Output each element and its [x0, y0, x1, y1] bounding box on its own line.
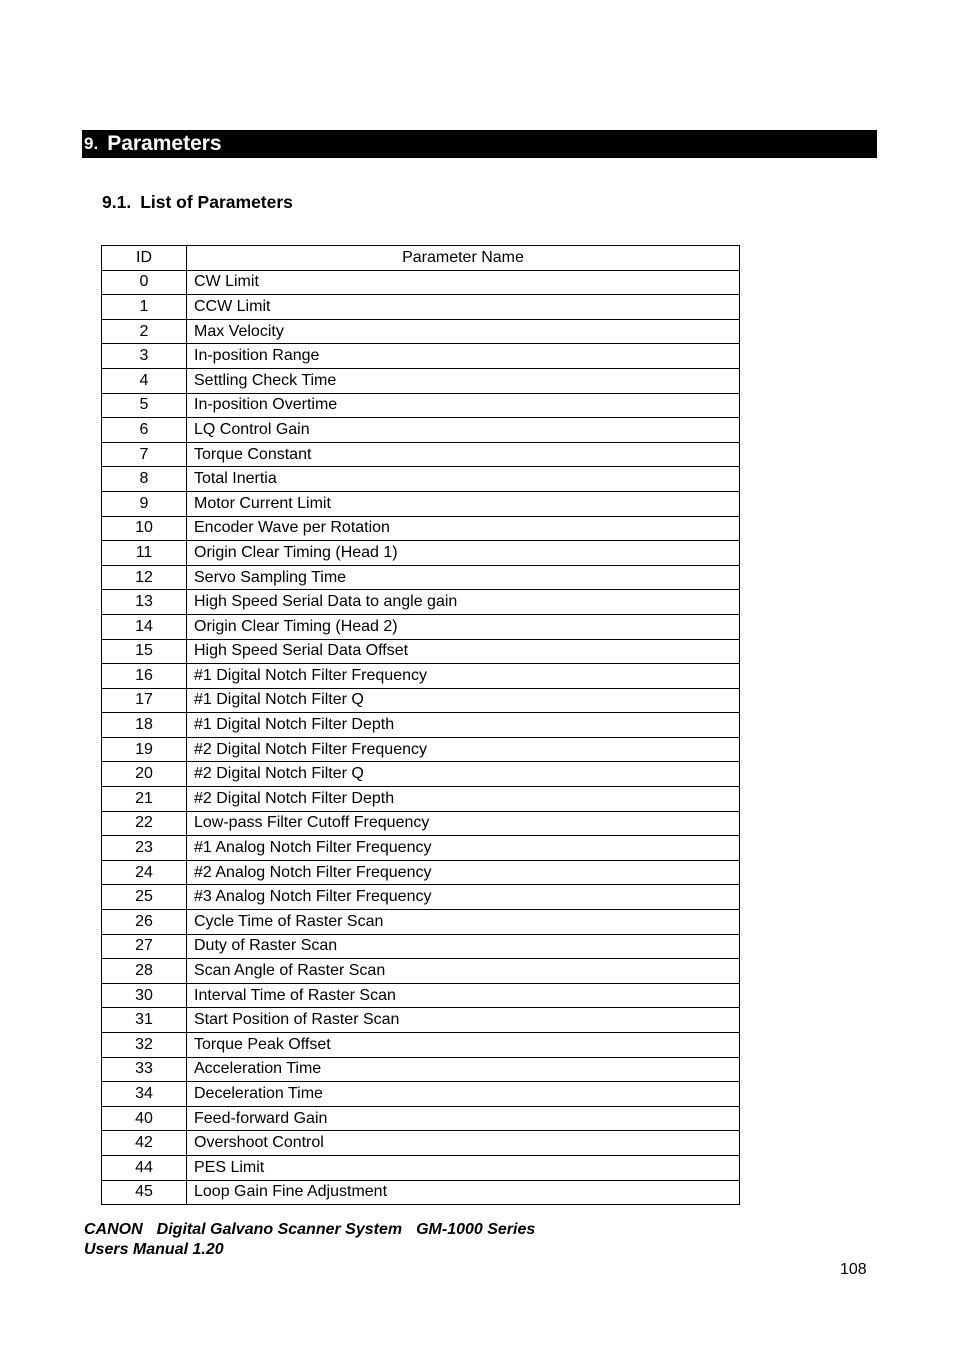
parameter-id: 14	[102, 614, 187, 639]
parameter-id: 5	[102, 393, 187, 418]
parameter-id: 12	[102, 565, 187, 590]
table-row	[102, 1155, 740, 1180]
section-heading	[82, 130, 877, 158]
table-row	[102, 491, 740, 516]
parameter-name: Torque Constant	[187, 442, 740, 467]
table-row	[102, 1082, 740, 1107]
parameter-id: 0	[102, 270, 187, 295]
parameter-id: 19	[102, 737, 187, 762]
table-row	[102, 860, 740, 885]
parameter-id: 34	[102, 1082, 187, 1107]
parameter-name: CW Limit	[187, 270, 740, 295]
parameter-name: Encoder Wave per Rotation	[187, 516, 740, 541]
parameter-name: Loop Gain Fine Adjustment	[187, 1180, 740, 1205]
table-row	[102, 516, 740, 541]
parameter-id: 28	[102, 959, 187, 984]
table-row	[102, 1033, 740, 1058]
table-header-row	[102, 246, 740, 271]
parameter-id: 9	[102, 491, 187, 516]
parameter-id: 32	[102, 1033, 187, 1058]
parameter-id: 18	[102, 713, 187, 738]
table-row	[102, 934, 740, 959]
parameter-name: Scan Angle of Raster Scan	[187, 959, 740, 984]
parameter-id: 20	[102, 762, 187, 787]
parameter-name: Total Inertia	[187, 467, 740, 492]
parameter-name: Servo Sampling Time	[187, 565, 740, 590]
section-title: Parameters	[107, 132, 222, 155]
parameter-id: 23	[102, 836, 187, 861]
parameter-id: 7	[102, 442, 187, 467]
parameter-name: CCW Limit	[187, 295, 740, 320]
parameter-id: 31	[102, 1008, 187, 1033]
parameter-name: Settling Check Time	[187, 368, 740, 393]
subsection-number: 9.1.	[102, 192, 132, 212]
table-row	[102, 1106, 740, 1131]
parameter-id: 13	[102, 590, 187, 615]
footer	[84, 1220, 535, 1260]
parameter-id: 25	[102, 885, 187, 910]
parameter-name: Origin Clear Timing (Head 2)	[187, 614, 740, 639]
parameter-name: Duty of Raster Scan	[187, 934, 740, 959]
parameter-name: LQ Control Gain	[187, 418, 740, 443]
parameter-name: Low-pass Filter Cutoff Frequency	[187, 811, 740, 836]
parameter-name: Acceleration Time	[187, 1057, 740, 1082]
parameter-id: 27	[102, 934, 187, 959]
parameter-id: 16	[102, 664, 187, 689]
table-row	[102, 983, 740, 1008]
table-row	[102, 885, 740, 910]
parameter-name: Interval Time of Raster Scan	[187, 983, 740, 1008]
parameter-name: Feed-forward Gain	[187, 1106, 740, 1131]
section-number: 9.	[84, 134, 99, 153]
parameter-id: 4	[102, 368, 187, 393]
table-row	[102, 762, 740, 787]
footer-manual: Users Manual 1.20	[84, 1241, 224, 1258]
parameter-id: 42	[102, 1131, 187, 1156]
parameter-name: Torque Peak Offset	[187, 1033, 740, 1058]
parameter-name: #2 Digital Notch Filter Frequency	[187, 737, 740, 762]
table-row	[102, 565, 740, 590]
table-row	[102, 664, 740, 689]
parameter-name: Origin Clear Timing (Head 1)	[187, 541, 740, 566]
table-body	[102, 270, 740, 1205]
table-row	[102, 1008, 740, 1033]
table-row	[102, 541, 740, 566]
parameter-name: High Speed Serial Data to angle gain	[187, 590, 740, 615]
footer-line-1	[84, 1220, 535, 1240]
table-row	[102, 811, 740, 836]
parameter-name: In-position Overtime	[187, 393, 740, 418]
table-row	[102, 467, 740, 492]
parameter-name: Start Position of Raster Scan	[187, 1008, 740, 1033]
parameter-name: #1 Digital Notch Filter Frequency	[187, 664, 740, 689]
parameter-name: Max Velocity	[187, 319, 740, 344]
table-row	[102, 418, 740, 443]
parameter-name: #1 Analog Notch Filter Frequency	[187, 836, 740, 861]
table-row	[102, 959, 740, 984]
parameter-id: 44	[102, 1155, 187, 1180]
table-row	[102, 639, 740, 664]
parameter-id: 10	[102, 516, 187, 541]
table-row	[102, 1131, 740, 1156]
parameter-name: #2 Digital Notch Filter Q	[187, 762, 740, 787]
parameter-id: 21	[102, 787, 187, 812]
table-row	[102, 393, 740, 418]
parameter-name: #1 Digital Notch Filter Q	[187, 688, 740, 713]
subsection-heading	[102, 192, 293, 213]
parameter-name: #1 Digital Notch Filter Depth	[187, 713, 740, 738]
parameter-name: #2 Analog Notch Filter Frequency	[187, 860, 740, 885]
parameter-id: 33	[102, 1057, 187, 1082]
parameter-name: Cycle Time of Raster Scan	[187, 910, 740, 935]
parameter-name: #2 Digital Notch Filter Depth	[187, 787, 740, 812]
table-row	[102, 688, 740, 713]
parameter-id: 8	[102, 467, 187, 492]
table-row	[102, 319, 740, 344]
parameter-name: In-position Range	[187, 344, 740, 369]
parameter-name: Deceleration Time	[187, 1082, 740, 1107]
parameter-id: 30	[102, 983, 187, 1008]
parameter-id: 22	[102, 811, 187, 836]
parameter-id: 15	[102, 639, 187, 664]
table-row	[102, 344, 740, 369]
table-row	[102, 442, 740, 467]
parameter-id: 1	[102, 295, 187, 320]
footer-brand: CANON	[84, 1221, 143, 1238]
parameter-id: 6	[102, 418, 187, 443]
parameter-id: 24	[102, 860, 187, 885]
table-row	[102, 295, 740, 320]
page-number: 108	[840, 1261, 867, 1278]
parameter-id: 40	[102, 1106, 187, 1131]
parameter-id: 2	[102, 319, 187, 344]
footer-product: Digital Galvano Scanner System	[156, 1221, 403, 1238]
parameter-name: Motor Current Limit	[187, 491, 740, 516]
table-row	[102, 1180, 740, 1205]
table-row	[102, 368, 740, 393]
parameter-id: 17	[102, 688, 187, 713]
table-row	[102, 270, 740, 295]
parameter-id: 45	[102, 1180, 187, 1205]
parameter-name: High Speed Serial Data Offset	[187, 639, 740, 664]
table-row	[102, 910, 740, 935]
table-row	[102, 713, 740, 738]
parameter-name: Overshoot Control	[187, 1131, 740, 1156]
column-header-parameter-name: Parameter Name	[187, 246, 740, 271]
table-row	[102, 1057, 740, 1082]
table-row	[102, 836, 740, 861]
column-header-id: ID	[102, 246, 187, 271]
table-row	[102, 614, 740, 639]
parameter-name: PES Limit	[187, 1155, 740, 1180]
parameter-id: 11	[102, 541, 187, 566]
table-row	[102, 787, 740, 812]
subsection-title: List of Parameters	[140, 192, 293, 212]
parameter-id: 26	[102, 910, 187, 935]
footer-series: GM-1000 Series	[416, 1221, 536, 1238]
table-row	[102, 590, 740, 615]
parameter-id: 3	[102, 344, 187, 369]
table-row	[102, 737, 740, 762]
parameter-name: #3 Analog Notch Filter Frequency	[187, 885, 740, 910]
parameter-table	[101, 245, 740, 1205]
